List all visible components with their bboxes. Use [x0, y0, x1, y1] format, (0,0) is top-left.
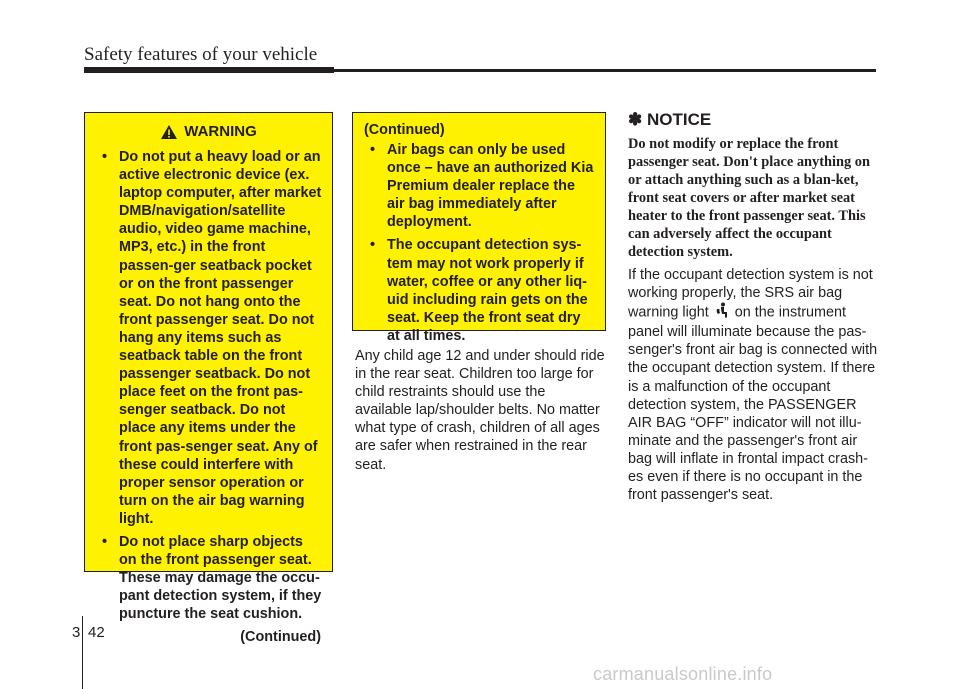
airbag-warning-icon [715, 302, 729, 323]
continued-warning-box [352, 112, 606, 344]
continued-item: • The occupant detection sys-tem may not work properly if water, coffee or any other liq-uid including rain gets on the seat. Keep the front seat dry at all times. [370, 237, 588, 344]
warning-item: • Do not put a heavy load or an active electronic device (ex. laptop computer, after market DMB/navigation/satellite audio, video game machine, MP3, etc.) in the front passen-ger seatback pocket or on the front passenger seat. Do not hang onto the front passenger seat. Do not hang any items such as seatback table on the front passenger seatback. Do not place feet on the front pas-senger seatback. Do not place any items under the front pas-senger seat. Any of these could interfere with proper sensor operation or turn on the air bag warning light. [102, 149, 322, 527]
page-header-title: Safety features of your vehicle [84, 44, 318, 65]
warning-heading [94, 123, 323, 140]
notice-title: ✽ NOTICE [628, 110, 712, 129]
child-seating-paragraph: Any child age 12 and under should ride in the rear seat. Children too large for child restraints should use the available lap/shoulder belts. No matter what type of crash, children of all ages are safer when restrained in the rear seat. [355, 348, 605, 473]
warning-list [94, 148, 323, 623]
warning-item: • Do not place sharp objects on the front passenger seat. These may damage the occu-pant detection system, if they puncture the seat cushion. [102, 533, 322, 623]
notice-text-after-icon: on the instrument panel will illuminate because the pas-senger's front air bag is connected with the occupant detection system. If there is a malfunction of the occupant detection system, the PASSENGER AIR BAG “OFF” indicator will not illu-minate and the passenger's front air bag will inflate in frontal impact crash-es even if there is no occupant in the front passenger's seat. [628, 304, 878, 504]
notice-paragraph [628, 266, 880, 504]
chapter-number: 3 [72, 624, 81, 641]
header-rule [84, 69, 876, 72]
continued-list [362, 141, 596, 345]
page-number: 42 [88, 624, 105, 641]
notice-bold-text: Do not modify or replace the front passenger seat. Don't place anything on or attach anything such as a blan-ket, front seat covers or after market seat heater to the front passenger seat. This can adversely affect the occupant detection system. [628, 136, 870, 260]
warning-title: WARNING [184, 123, 257, 140]
continued-heading: (Continued) [364, 122, 445, 138]
page-number-divider [82, 616, 83, 689]
warning-triangle-icon [160, 124, 178, 140]
notice-text-before-icon: If the occupant detection system is not working properly, the SRS air bag warning light [628, 267, 873, 321]
watermark: carmanualsonline.info [593, 664, 773, 684]
continued-item: • Air bags can only be used once – have an authorized Kia Premium dealer replace the air bag immediately after deployment. [370, 142, 594, 231]
warning-continued: (Continued) [240, 629, 321, 646]
